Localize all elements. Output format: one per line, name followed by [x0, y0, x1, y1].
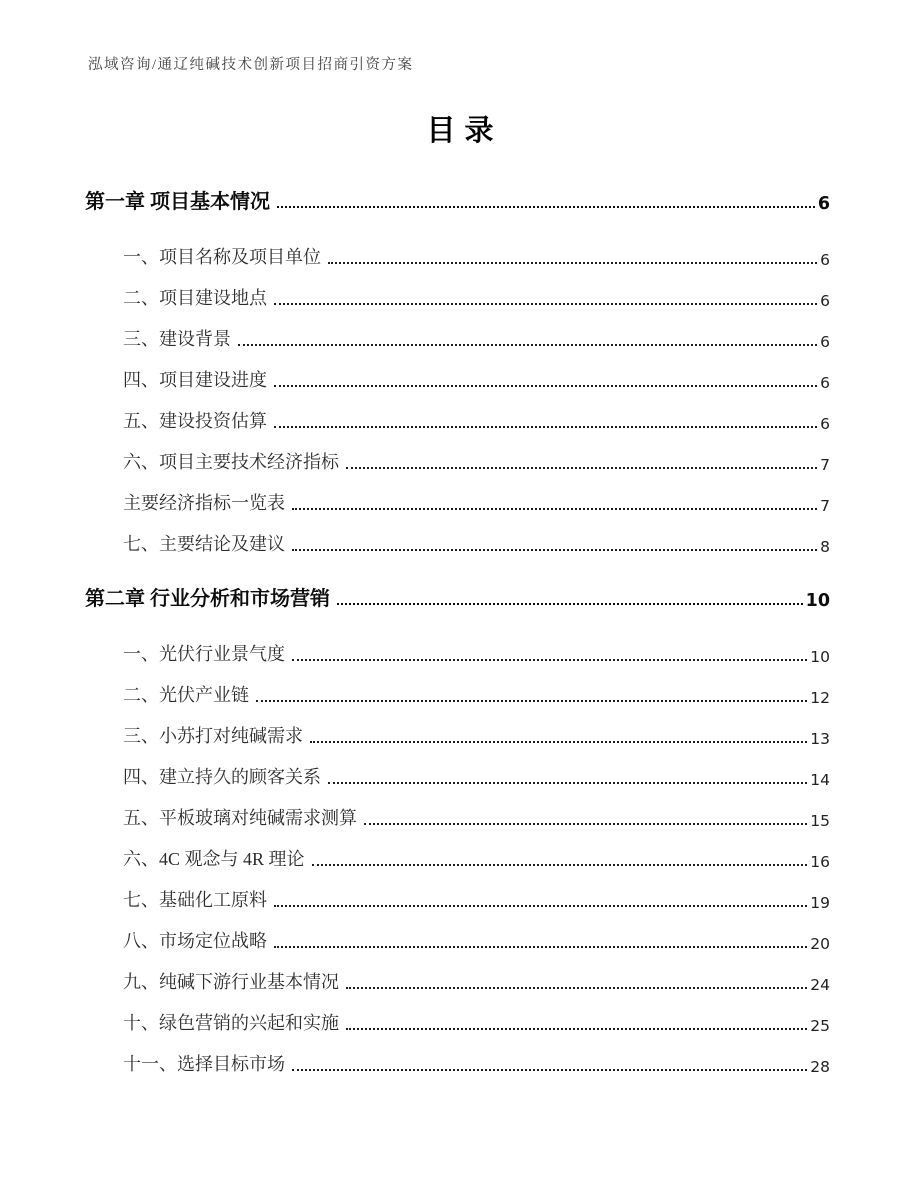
toc-item-entry[interactable] [123, 847, 830, 871]
toc-entry-label: 第一章 项目基本情况 [85, 191, 270, 213]
toc-item-entry[interactable] [123, 724, 830, 748]
toc-entry-label: 十一、选择目标市场 [123, 1054, 285, 1074]
dot-leader [238, 344, 817, 346]
toc-entry-label: 八、市场定位战略 [123, 931, 267, 951]
toc-entry-label: 一、光伏行业景气度 [123, 644, 285, 664]
dot-leader [312, 864, 808, 866]
dot-leader [277, 206, 815, 208]
dot-leader [337, 603, 803, 605]
toc-item-entry[interactable] [123, 245, 830, 269]
toc-entry-label: 七、基础化工原料 [123, 890, 267, 910]
toc-entry-page-number: 10 [810, 648, 830, 666]
toc-item-entry[interactable] [123, 642, 830, 666]
toc-entry-label: 十、绿色营销的兴起和实施 [123, 1013, 339, 1033]
toc-chapter-entry[interactable] [85, 188, 830, 214]
dot-leader [292, 508, 817, 510]
toc-entry-page-number: 10 [805, 591, 830, 611]
toc-item-entry[interactable] [123, 1052, 830, 1076]
dot-leader [274, 946, 807, 948]
dot-leader [274, 905, 807, 907]
toc-entry-page-number: 28 [810, 1058, 830, 1076]
toc-item-entry[interactable] [123, 1011, 830, 1035]
toc-entry-page-number: 6 [820, 333, 830, 351]
page-title: 目录 [426, 115, 503, 147]
toc-entry-label: 七、主要结论及建议 [123, 534, 285, 554]
dot-leader [328, 782, 807, 784]
toc-chapter-entry[interactable] [85, 585, 830, 611]
dot-leader [346, 987, 807, 989]
toc-entry-page-number: 15 [810, 812, 830, 830]
toc-item-entry[interactable] [123, 491, 830, 515]
document-header: 泓域咨询/通辽纯碱技术创新项目招商引资方案 [88, 57, 414, 73]
toc-item-entry[interactable] [123, 765, 830, 789]
toc-entry-page-number: 7 [820, 456, 830, 474]
toc-entry-label: 二、项目建设地点 [123, 288, 267, 308]
toc-entry-label: 三、小苏打对纯碱需求 [123, 726, 303, 746]
dot-leader [274, 426, 817, 428]
toc-entry-page-number: 20 [810, 935, 830, 953]
toc-entry-label: 三、建设背景 [123, 329, 231, 349]
toc-entry-label: 六、4C 观念与 4R 理论 [123, 849, 305, 869]
toc-entry-page-number: 6 [820, 292, 830, 310]
toc-entry-page-number: 25 [810, 1017, 830, 1035]
dot-leader [310, 741, 807, 743]
toc-item-entry[interactable] [123, 368, 830, 392]
toc-entry-page-number: 6 [817, 194, 830, 214]
toc-entry-label: 四、项目建设进度 [123, 370, 267, 390]
toc-item-entry[interactable] [123, 888, 830, 912]
toc-entry-page-number: 12 [810, 689, 830, 707]
dot-leader [274, 385, 817, 387]
toc-entry-page-number: 14 [810, 771, 830, 789]
toc-entry-label: 六、项目主要技术经济指标 [123, 452, 339, 472]
dot-leader [364, 823, 807, 825]
toc-entry-label: 一、项目名称及项目单位 [123, 247, 321, 267]
dot-leader [346, 467, 817, 469]
toc-entry-page-number: 6 [820, 374, 830, 392]
dot-leader [292, 659, 807, 661]
toc-entry-page-number: 6 [820, 415, 830, 433]
toc-entry-page-number: 13 [810, 730, 830, 748]
toc-item-entry[interactable] [123, 409, 830, 433]
toc-item-entry[interactable] [123, 327, 830, 351]
toc-entry-page-number: 7 [820, 497, 830, 515]
toc-item-entry[interactable] [123, 532, 830, 556]
toc-item-entry[interactable] [123, 970, 830, 994]
dot-leader [292, 549, 817, 551]
dot-leader [274, 303, 817, 305]
toc-item-entry[interactable] [123, 806, 830, 830]
toc-entry-page-number: 6 [820, 251, 830, 269]
dot-leader [328, 262, 817, 264]
toc-entry-page-number: 24 [810, 976, 830, 994]
toc-item-entry[interactable] [123, 683, 830, 707]
toc-entry-label: 五、建设投资估算 [123, 411, 267, 431]
dot-leader [256, 700, 807, 702]
toc-entry-page-number: 8 [820, 538, 830, 556]
toc-entry-page-number: 16 [810, 853, 830, 871]
toc-entry-label: 第二章 行业分析和市场营销 [85, 588, 330, 610]
toc-item-entry[interactable] [123, 286, 830, 310]
toc-entry-label: 五、平板玻璃对纯碱需求测算 [123, 808, 357, 828]
toc-entry-page-number: 19 [810, 894, 830, 912]
table-of-contents [85, 150, 830, 1076]
toc-item-entry[interactable] [123, 929, 830, 953]
dot-leader [292, 1069, 807, 1071]
toc-entry-label: 主要经济指标一览表 [123, 493, 285, 513]
dot-leader [346, 1028, 807, 1030]
toc-entry-label: 二、光伏产业链 [123, 685, 249, 705]
toc-item-entry[interactable] [123, 450, 830, 474]
toc-entry-label: 四、建立持久的顾客关系 [123, 767, 321, 787]
toc-entry-label: 九、纯碱下游行业基本情况 [123, 972, 339, 992]
